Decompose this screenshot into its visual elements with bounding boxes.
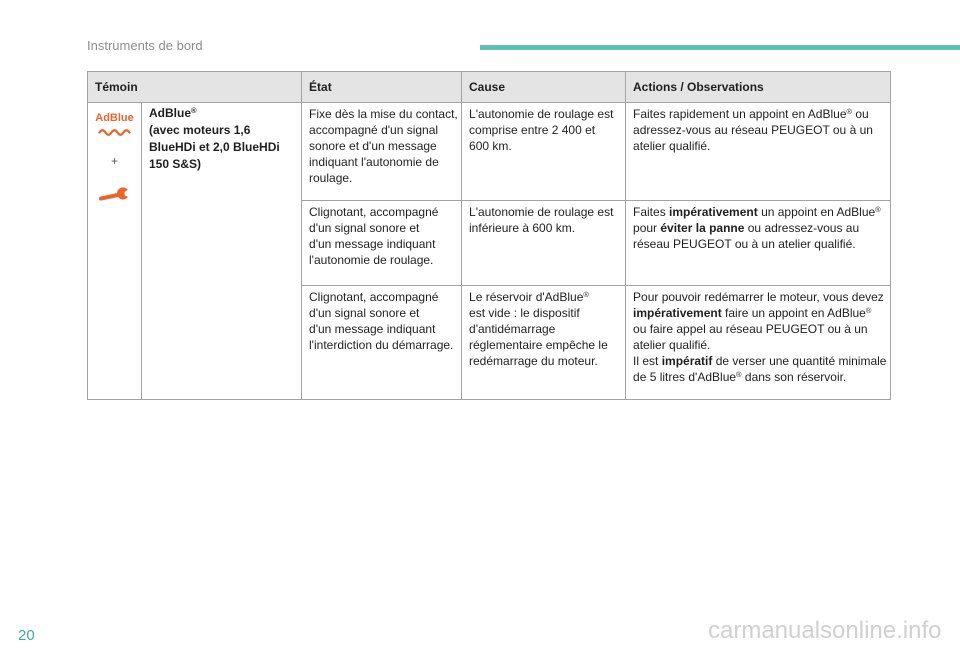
text: (avec moteurs 1,6 xyxy=(149,123,251,137)
text-line xyxy=(149,139,298,156)
text: Il est xyxy=(633,354,662,368)
text-line xyxy=(149,122,298,139)
text-line xyxy=(633,122,887,138)
text: indiquant l'autonomie de xyxy=(309,155,439,169)
text-line xyxy=(633,289,887,305)
text-line xyxy=(469,305,622,321)
column-header-etat: État xyxy=(302,72,462,103)
text: Clignotant, accompagné xyxy=(309,290,439,304)
text-line xyxy=(309,220,458,236)
registered-mark: ® xyxy=(875,205,881,214)
warning-lamp-symbols xyxy=(88,103,141,399)
text-line xyxy=(469,337,622,353)
section-title: Instruments de bord xyxy=(87,38,203,53)
text: un appoint en AdBlue xyxy=(757,205,876,219)
text: réseau PEUGEOT ou à un atelier qualifié. xyxy=(633,237,856,251)
page-number: 20 xyxy=(18,627,35,644)
wrench-icon xyxy=(98,186,132,202)
text: d'un message indiquant xyxy=(309,237,436,251)
text-line xyxy=(309,170,458,186)
column-header-temoin: Témoin xyxy=(88,72,302,103)
cause-cell xyxy=(462,286,626,400)
text-line xyxy=(309,305,458,321)
text-line xyxy=(469,122,622,138)
text-line xyxy=(633,236,887,252)
text: roulage. xyxy=(309,171,353,185)
text: ou faire appel au réseau PEUGEOT ou à un xyxy=(633,322,868,336)
text: réglementaire empêche le xyxy=(469,338,608,352)
text: AdBlue xyxy=(149,106,191,120)
text: dans son réservoir. xyxy=(741,370,847,384)
text-line xyxy=(633,220,887,236)
text-line xyxy=(633,369,887,385)
state-cell xyxy=(302,286,462,400)
text: ou adressez-vous au xyxy=(744,221,860,235)
text-line xyxy=(633,337,887,353)
text-line xyxy=(469,321,622,337)
text-line xyxy=(469,138,622,154)
text: de 5 litres d'AdBlue xyxy=(633,370,737,384)
column-header-actions: Actions / Observations xyxy=(626,72,891,103)
text: atelier qualifié. xyxy=(633,338,711,352)
text-line xyxy=(469,204,622,220)
text: pour xyxy=(633,221,661,235)
text-line xyxy=(149,105,298,122)
column-header-cause: Cause xyxy=(462,72,626,103)
text: redémarrage du moteur. xyxy=(469,354,598,368)
text: L'autonomie de roulage est xyxy=(469,107,614,121)
cause-cell xyxy=(462,201,626,286)
warning-lamp-symbol-cell xyxy=(88,103,142,400)
adblue-icon-label: AdBlue xyxy=(95,112,134,124)
text: ou xyxy=(852,107,869,121)
text-line xyxy=(309,138,458,154)
text: adressez-vous au réseau PEUGEOT ou à un xyxy=(633,123,873,137)
text: 150 S&S) xyxy=(149,157,202,171)
text-line xyxy=(469,289,622,305)
cause-cell xyxy=(462,103,626,201)
text-line xyxy=(309,252,458,268)
bold-text: impératif xyxy=(661,354,713,368)
adblue-icon xyxy=(88,103,141,143)
watermark: carmanualsonline.info xyxy=(708,617,942,644)
text: accompagné d'un signal xyxy=(309,123,439,137)
text: d'un message indiquant xyxy=(309,322,436,336)
text-line xyxy=(469,106,622,122)
warning-lamp-table xyxy=(87,71,891,400)
text-line xyxy=(309,122,458,138)
table-row xyxy=(88,103,891,201)
text: Faites xyxy=(633,205,670,219)
text: inférieure à 600 km. xyxy=(469,221,576,235)
text: 600 km. xyxy=(469,139,512,153)
actions-cell xyxy=(626,103,891,201)
warning-lamp-name xyxy=(142,103,302,400)
text: Fixe dès la mise du contact, xyxy=(309,107,458,121)
state-cell xyxy=(302,103,462,201)
text: faire un appoint en AdBlue xyxy=(721,306,866,320)
text-line xyxy=(309,289,458,305)
text-line xyxy=(469,220,622,236)
section-title-bar xyxy=(480,45,960,50)
registered-mark: ® xyxy=(583,290,589,299)
bold-text: impérativement xyxy=(633,306,722,320)
actions-cell xyxy=(626,286,891,400)
text: sonore et d'un message xyxy=(309,139,437,153)
text-line xyxy=(633,138,887,154)
text-line xyxy=(309,321,458,337)
adblue-wave-icon xyxy=(98,128,132,136)
text: l'autonomie de roulage. xyxy=(309,253,434,267)
text: l'interdiction du démarrage. xyxy=(309,338,454,352)
text-line xyxy=(469,353,622,369)
text: d'antidémarrage xyxy=(469,322,556,336)
text-line xyxy=(633,321,887,337)
text-line xyxy=(633,106,887,122)
text: BlueHDi et 2,0 BlueHDi xyxy=(149,140,280,154)
registered-mark: ® xyxy=(846,107,853,116)
text: Clignotant, accompagné xyxy=(309,205,439,219)
text-line xyxy=(309,236,458,252)
text: L'autonomie de roulage est xyxy=(469,205,614,219)
registered-mark: ® xyxy=(736,370,742,379)
registered-mark: ® xyxy=(865,306,872,315)
text: Faites rapidement un appoint en AdBlue xyxy=(633,107,847,121)
text: d'un signal sonore et xyxy=(309,221,420,235)
text-line xyxy=(309,337,458,353)
bold-text: impérativement xyxy=(669,205,758,219)
text-line xyxy=(633,305,887,321)
bold-text: éviter la panne xyxy=(660,221,745,235)
text: de verser une quantité minimale xyxy=(712,354,887,368)
actions-cell xyxy=(626,201,891,286)
state-cell xyxy=(302,201,462,286)
text: Le réservoir d'AdBlue xyxy=(469,290,584,304)
registered-mark: ® xyxy=(191,106,197,115)
text-line xyxy=(633,353,887,369)
text-line xyxy=(633,204,887,220)
text: comprise entre 2 400 et xyxy=(469,123,596,137)
text-line xyxy=(309,106,458,122)
text-line xyxy=(149,156,298,173)
text-line xyxy=(309,204,458,220)
text: d'un signal sonore et xyxy=(309,306,420,320)
plus-sign: + xyxy=(110,154,118,168)
table-header-row xyxy=(88,72,891,103)
text-line xyxy=(309,154,458,170)
text: atelier qualifié. xyxy=(633,139,711,153)
text: Pour pouvoir redémarrer le moteur, vous devez xyxy=(633,290,884,304)
text: est vide : le dispositif xyxy=(469,306,580,320)
